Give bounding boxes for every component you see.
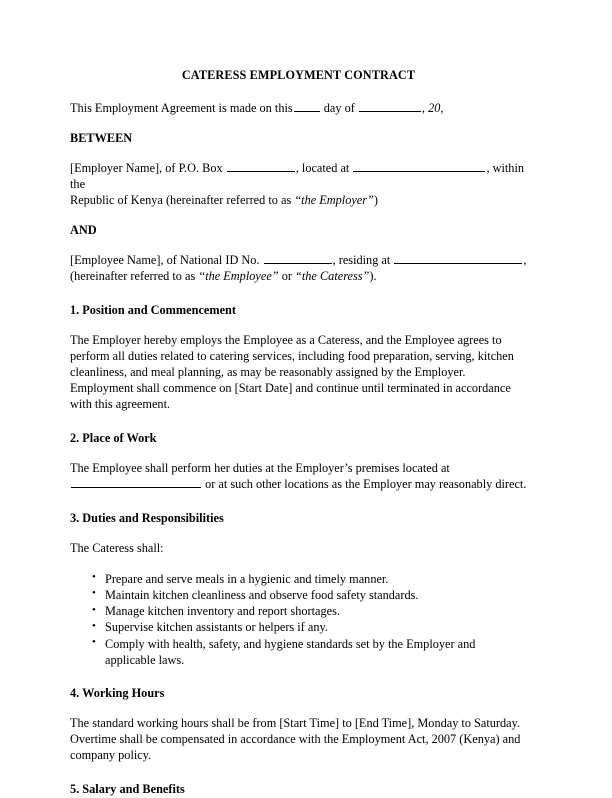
section-heading-salary-benefits: 5. Salary and Benefits (70, 781, 185, 796)
section-2-body (70, 461, 527, 493)
spacer (70, 117, 527, 131)
employer-address-field[interactable] (353, 161, 485, 172)
list-item: • Comply with health, safety, and hygiene standards set by the Employer and applicable laws. (70, 636, 527, 668)
section-heading-duties-responsibilities: 3. Duties and Responsibilities (70, 510, 224, 525)
employer-party-block (70, 161, 527, 209)
month-blank-field[interactable] (359, 101, 421, 112)
agreement-date-line (70, 101, 527, 117)
employee-or-label: or (281, 268, 292, 283)
spacer (70, 557, 527, 571)
spacer (70, 668, 527, 686)
spacer (70, 764, 527, 782)
employee-address-field[interactable] (394, 253, 522, 264)
employer-republic-text: Republic of Kenya (hereinafter referred to as (70, 192, 292, 207)
duties-lead-in: The Cateress shall: (70, 540, 164, 555)
and-label: AND (70, 222, 97, 237)
cateress-defined-term: “the Cateress” (295, 268, 370, 283)
employer-name-prefix: [Employer Name], of P.O. Box (70, 160, 223, 175)
list-item: • Supervise kitchen assistants or helpers if any. (70, 619, 527, 635)
employer-close-paren: ) (373, 192, 379, 207)
section-heading-place-of-work: 2. Place of Work (70, 430, 157, 445)
list-item: • Maintain kitchen cleanliness and observe food safety standards. (70, 587, 527, 603)
section-1-paragraph-1: The Employer hereby employs the Employee as a Cateress, and the Employee agrees to perform all duties related to catering services, including food preparation, serving, kitchen cleanliness, and meal planning, as may be reasonably assigned by the Employer. (70, 332, 514, 379)
place-of-work-line1: The Employee shall perform her duties at the Employer’s premises located at (70, 460, 450, 475)
spacer (70, 147, 527, 161)
employer-defined-term: “the Employer” (294, 192, 374, 207)
spacer (70, 493, 527, 511)
year-suffix: , 20, (421, 100, 444, 115)
spacer (70, 413, 527, 431)
page-title: CATERESS EMPLOYMENT CONTRACT (181, 68, 416, 82)
duties-list (70, 571, 527, 668)
spacer (70, 702, 527, 716)
employee-party-block (70, 253, 527, 285)
between-label: BETWEEN (70, 130, 133, 145)
employee-residing-label: , residing at (332, 252, 391, 267)
section-heading-working-hours: 4. Working Hours (70, 685, 165, 700)
day-blank-field[interactable] (294, 101, 320, 112)
spacer (70, 83, 527, 101)
employee-defined-term: “the Employee” (198, 268, 279, 283)
spacer (70, 447, 527, 461)
day-of-label: day of (323, 100, 355, 115)
employer-located-at-label: , located at (295, 160, 350, 175)
section-heading-position-commencement: 1. Position and Commencement (70, 302, 236, 317)
employee-line1-comma: , (523, 252, 527, 267)
section-4-paragraph: The standard working hours shall be from [Start Time] to [End Time], Monday to Saturday. Overtime shall be compensated in accordance with the Employment Act, 2007 (Kenya) and company policy. (70, 715, 521, 762)
employer-within-label: , within the (70, 160, 525, 191)
list-item: • Prepare and serve meals in a hygienic and timely manner. (70, 571, 527, 587)
spacer (70, 209, 527, 223)
spacer (70, 319, 527, 333)
spacer (70, 527, 527, 541)
employee-close-paren: ). (369, 268, 377, 283)
agreement-date-prefix: This Employment Agreement is made on this (70, 100, 293, 115)
employee-name-prefix: [Employee Name], of National ID No. (70, 252, 260, 267)
place-of-work-line2: or at such other locations as the Employer may reasonably direct. (205, 476, 527, 491)
employer-po-box-field[interactable] (227, 161, 295, 172)
employee-hereinafter-text: (hereinafter referred to as (70, 268, 196, 283)
section-1-paragraph-2: Employment shall commence on [Start Date] and continue until terminated in accordance with this agreement. (70, 380, 511, 411)
spacer (70, 285, 527, 303)
list-item: • Manage kitchen inventory and report shortages. (70, 603, 527, 619)
place-of-work-location-field[interactable] (71, 477, 201, 488)
spacer (70, 239, 527, 253)
employee-id-field[interactable] (264, 253, 332, 264)
